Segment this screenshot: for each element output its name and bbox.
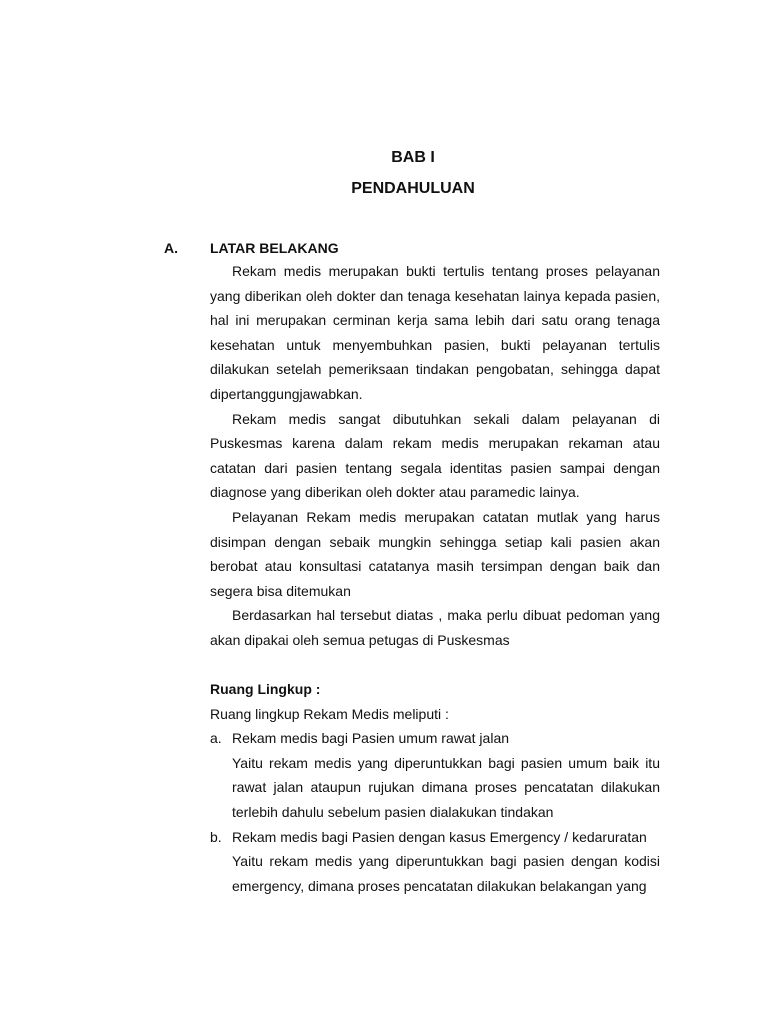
list-item [210,726,660,824]
paragraph: Rekam medis merupakan bukti tertulis tentang proses pelayanan yang diberikan oleh dokter dan tenaga kesehatan lainya kepada pasien, hal ini merupakan cerminan kerja sama lebih dari satu orang tenaga kesehatan untuk menyembuhkan pasien, bukti pelayanan tertulis dilakukan setelah pemeriksaan tindakan pengobatan, sehingga dapat dipertanggungjawabkan. [210,263,660,402]
chapter-title: PENDAHULUAN [351,180,475,197]
list-item [210,825,660,899]
list-item-description: Yaitu rekam medis yang diperuntukkan bagi pasien dengan kodisi emergency, dimana proses pencatatan dilakukan belakangan yang [232,853,660,894]
paragraph: Pelayanan Rekam medis merupakan catatan mutlak yang harus disimpan dengan sebaik mungkin sehingga setiap kali pasien akan berobat atau konsultasi catatanya masih tersimpan dengan baik dan segera bisa ditemukan [210,508,660,599]
section-title: LATAR BELAKANG [210,240,339,256]
list-item-description: Yaitu rekam medis yang diperuntukkan bagi pasien umum baik itu rawat jalan ataupun rujukan dimana proses pencatatan dilakukan terlebih dahulu sebelum pasien dialakukan tindakan [232,754,660,821]
section-body [210,259,660,898]
section-label: A. [164,240,178,256]
list-marker: a. [210,730,222,747]
paragraph: Rekam medis sangat dibutuhkan sekali dalam pelayanan di Puskesmas karena dalam rekam medis merupakan rekaman atau catatan dari pasien tentang segala identitas pasien sampai dengan diagnose yang diberikan oleh dokter atau paramedic lainya. [210,410,660,501]
list-item-title: Rekam medis bagi Pasien umum rawat jalan [232,730,510,747]
list-item-title: Rekam medis bagi Pasien dengan kasus Emergency / kedaruratan [232,828,647,845]
chapter-number: BAB I [391,149,435,166]
list-marker: b. [210,828,222,845]
scope-heading: Ruang Lingkup : [210,681,321,698]
scope-intro: Ruang lingkup Rekam Medis meliputi : [210,705,449,722]
paragraph: Berdasarkan hal tersebut diatas , maka perlu dibuat pedoman yang akan dipakai oleh semua petugas di Puskesmas [210,607,660,648]
